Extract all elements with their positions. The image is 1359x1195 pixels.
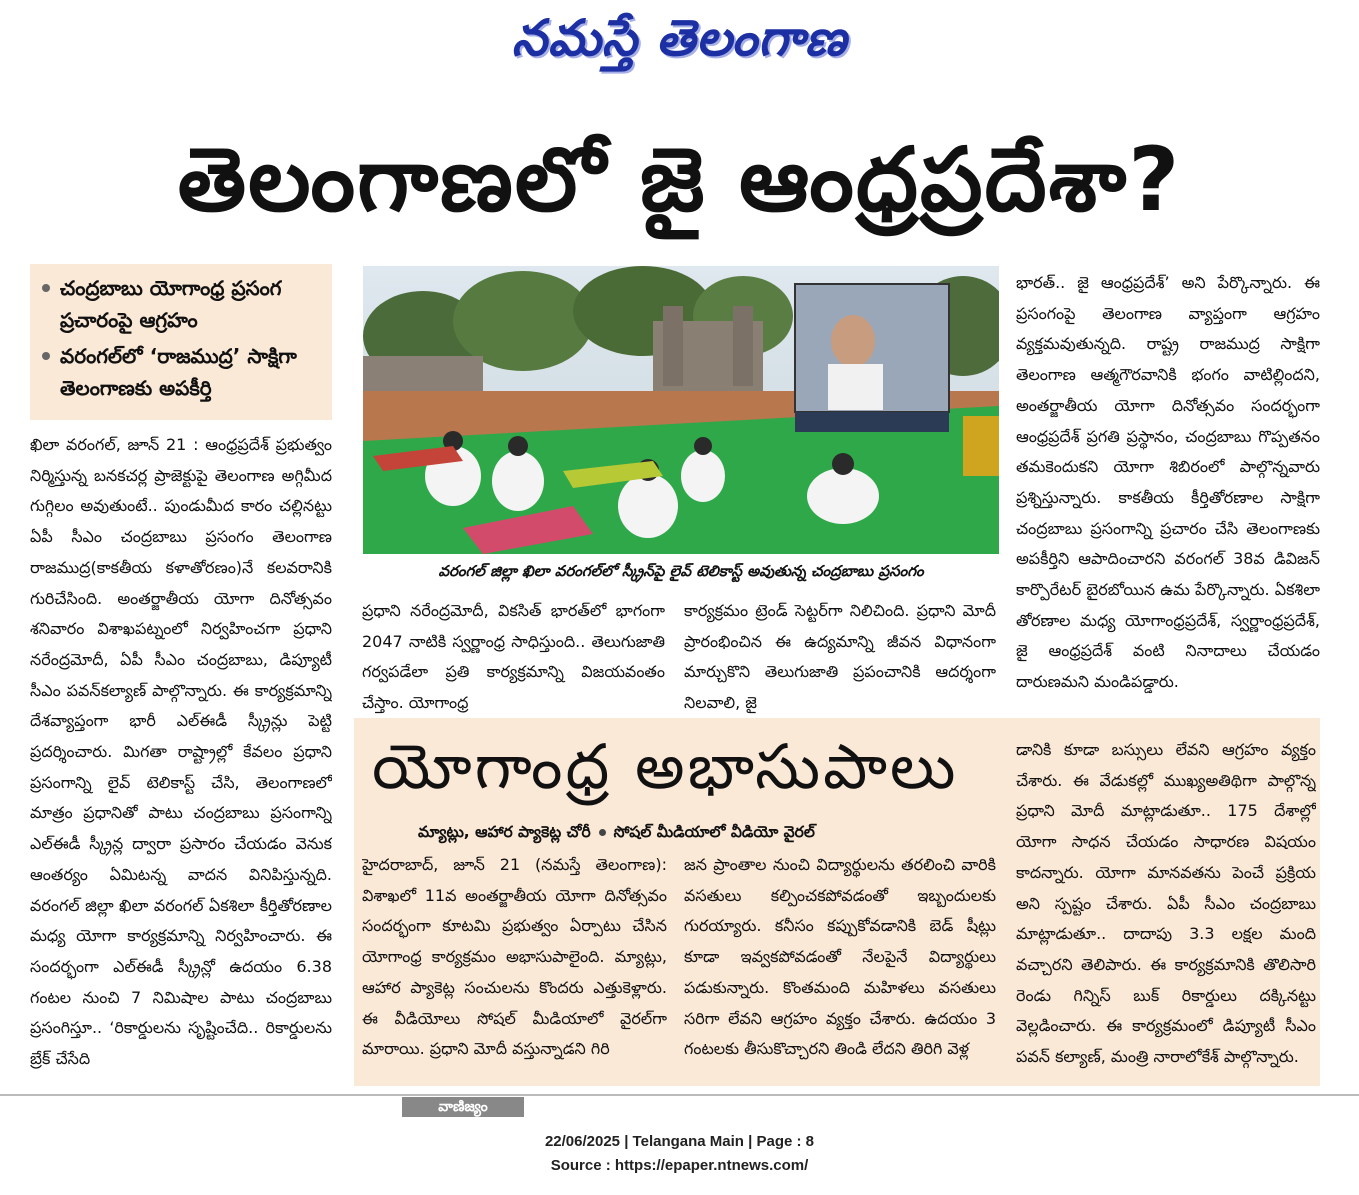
- highlight-item: వరంగల్‌లో ‘రాజముద్ర’ సాక్షిగా తెలంగాణకు అపకీర్తి: [40, 340, 322, 404]
- masthead-title: నమస్తే తెలంగాణ: [511, 8, 848, 67]
- bullet-icon: [42, 284, 50, 292]
- sidebar-story-subheads: మ్యాట్లు, ఆహార ప్యాకెట్ల చోరీ సోషల్ మీడియాలో వీడియో వైరల్: [418, 823, 815, 841]
- sidebar-story-column-2: జన ప్రాంతాల నుంచి విద్యార్థులను తరలించి వారికి వసతులు కల్పించకపోవడంతో ఇబ్బందులకు గురయ్యారు. కనీసం కప్పుకోవడానికి బెడ్ షీట్లు కూడా ఇవ్వకపోవడంతో నేలపైనే విద్యార్థులు పడుకున్నారు. కొంతమంది మహిళలు వసతులు సరిగా లేవని ఆగ్రహం వ్యక్తం చేశారు. ఉదయం 3 గంటలకు తీసుకొచ్చారని తిండి లేదని తిరిగి వెళ్ల: [684, 855, 996, 1059]
- photo-caption: వరంగల్ జిల్లా ఖిలా వరంగల్‌లో స్క్రీన్‌పై లైవ్ టెలికాస్ట్ అవుతున్న చంద్రబాబు ప్రసంగం: [363, 554, 999, 588]
- masthead: [0, 0, 1359, 82]
- bottom-divider: [0, 1094, 1359, 1096]
- footer-source-line[interactable]: Source : https://epaper.ntnews.com/: [550, 1157, 809, 1174]
- highlight-item: చంద్రబాబు యోగాంధ్ర ప్రసంగ ప్రచారంపై ఆగ్రహం: [40, 272, 322, 336]
- highlights-box: [30, 264, 332, 420]
- article-column-2: ప్రధాని నరేంద్రమోదీ, వికసిత్ భారత్‌లో భాగంగా 2047 నాటికి స్వర్ణాంధ్ర సాధిస్తుంది.. తెలుగుజాతి గర్వపడేలా ప్రతి కార్యక్రమాన్ని విజయవంతం చేస్తాం. యోగాంధ్ర: [362, 601, 665, 713]
- footer-date-line: 22/06/2025 | Telangana Main | Page : 8: [544, 1133, 815, 1150]
- photo-illustration: [363, 266, 999, 554]
- headline: తెలంగాణలో జై ఆంధ్రప్రదేశా?: [177, 128, 1182, 231]
- article-column-1: ఖిలా వరంగల్, జూన్ 21 : ఆంధ్రప్రదేశ్ ప్రభుత్వం నిర్మిస్తున్న బనకచర్ల ప్రాజెక్టుపై తెలంగాణ అగ్గిమీద గుగ్గిలం అవుతుంటే.. పుండుమీద కారం చల్లినట్టు ఏపీ సీఎం చంద్రబాబు ప్రసంగం తెలంగాణ రాజముద్ర(కాకతీయ కళాతోరణం)నే కలవరానికి గురిచేసింది. అంతర్జాతీయ యోగా దినోత్సవం శనివారం విశాఖపట్నంలో నిర్వహించగా ప్రధాని నరేంద్రమోదీ, ఏపీ సీఎం చంద్రబాబు, డిప్యూటీ సీఎం పవన్‌కల్యాణ్ పాల్గొన్నారు. ఈ కార్యక్రమాన్ని దేశవ్యాప్తంగా భారీ ఎల్‌ఈడీ స్క్రీన్లు పెట్టి ప్రదర్శించారు. మిగతా రాష్ట్రాల్లో కేవలం ప్రధాని ప్రసంగాన్ని లైవ్ టెలికాస్ట్ చేసి, తెలంగాణలో మాత్రం ప్రధానితో పాటు చంద్రబాబు ప్రసంగాన్ని ఎల్‌ఈడీ స్క్రీన్ల ద్వారా ప్రసారం చేయడం వెనుక ఆంతర్యం ఏమిటన్న వాదన వినిపిస్తున్నది. వరంగల్ జిల్లా ఖిలా వరంగల్ ఏకశిలా కీర్తితోరణాల మధ్య యోగా కార్యక్రమాన్ని నిర్వహించారు. ఈ సందర్భంగా ఎల్‌ఈడీ స్క్రీన్లో ఉదయం 6.38 గంటల నుంచి 7 నిమిషాల పాటు చంద్రబాబు ప్రసంగిస్తూ.. ‘రికార్డులను సృష్టించేది.. రికార్డులను బ్రేక్ చేసేది: [30, 435, 332, 1069]
- article-column-3: కార్యక్రమం ట్రెండ్ సెట్టర్‌గా నిలిచింది. ప్రధాని మోదీ ప్రారంభించిన ఈ ఉద్యమాన్ని జీవన విధానంగా మార్చుకొని తెలుగుజాతి ప్రపంచానికి ఆదర్శంగా నిలవాలి, జై: [684, 601, 996, 713]
- sidebar-story-column-1: హైదరాబాద్, జూన్ 21 (నమస్తే తెలంగాణ): విశాఖలో 11వ అంతర్జాతీయ యోగా దినోత్సవం సందర్భంగా కూటమి ప్రభుత్వం ఏర్పాటు చేసిన యోగాంధ్ర కార్యక్రమం అభాసుపాలైంది. మ్యాట్లు, ఆహార ప్యాకెట్ల సంచులను కొందరు ఎత్తుకెళ్లారు. ఈ వీడియోలు సోషల్ మీడియాలో వైరల్‌గా మారాయి. ప్రధాని మోదీ వస్తున్నాడని గిరి: [362, 855, 667, 1059]
- yoga-event-photo: [363, 266, 999, 554]
- sidebar-story-column-3: డానికి కూడా బస్సులు లేవని ఆగ్రహం వ్యక్తం చేశారు. ఈ వేడుకల్లో ముఖ్యఅతిథిగా పాల్గొన్న ప్రధాని మోదీ మాట్లాడుతూ.. 175 దేశాల్లో యోగా సాధన చేయడం సాధారణ విషయం కాదన్నారు. యోగా మానవతను పెంచే ప్రక్రియ అని స్పష్టం చేశారు. ఏపీ సీఎం చంద్రబాబు మాట్లాడుతూ.. దాదాపు 3.3 లక్షల మంది వచ్చారని తెలిపారు. ఈ కార్యక్రమానికి తొలిసారి రెండు గిన్నిస్ బుక్ రికార్డులు దక్కినట్టు వెల్లడించారు. ఈ కార్యక్రమంలో డిప్యూటీ సీఎం పవన్ కల్యాణ్, మంత్రి నారాలోకేశ్ పాల్గొన్నారు.: [1016, 740, 1316, 1067]
- section-tag: వాణిజ్యం: [402, 1097, 524, 1117]
- page-footer: [0, 1130, 1359, 1180]
- bullet-icon: [599, 829, 606, 836]
- bullet-icon: [42, 352, 50, 360]
- sidebar-story-title: యోగాంధ్ర అభాసుపాలు: [372, 730, 959, 803]
- article-column-4: భారత్.. జై ఆంధ్రప్రదేశ్’ అని పేర్కొన్నారు. ఈ ప్రసంగంపై తెలంగాణ వ్యాప్తంగా ఆగ్రహం వ్యక్తమవుతున్నది. రాష్ట్ర రాజముద్ర సాక్షిగా తెలంగాణ ఆత్మగౌరవానికి భంగం వాటిల్లిందని, అంతర్జాతీయ యోగా దినోత్సవం సందర్భంగా ఆంధ్రప్రదేశ్ ప్రగతి ప్రస్థానం, చంద్రబాబు గొప్పతనం తమకెందుకని యోగా శిబిరంలో పాల్గొన్నవారు ప్రశ్నిస్తున్నారు. కాకతీయ కీర్తితోరణాల సాక్షిగా చంద్రబాబు ప్రసంగాన్ని ప్రచారం చేసి తెలంగాణకు అపకీర్తిని ఆపాదించారని వరంగల్ 38వ డివిజన్ కార్పొరేటర్ బైరబోయిన ఉమ పేర్కొన్నారు. ఏకశిలా తోరణాల మధ్య యోగాంధ్రప్రదేశ్, స్వర్ణాంధ్రప్రదేశ్, జై ఆంధ్రప్రదేశ్ వంటి నినాదాలు చేయడం దారుణమని మండిపడ్డారు.: [1016, 273, 1320, 692]
